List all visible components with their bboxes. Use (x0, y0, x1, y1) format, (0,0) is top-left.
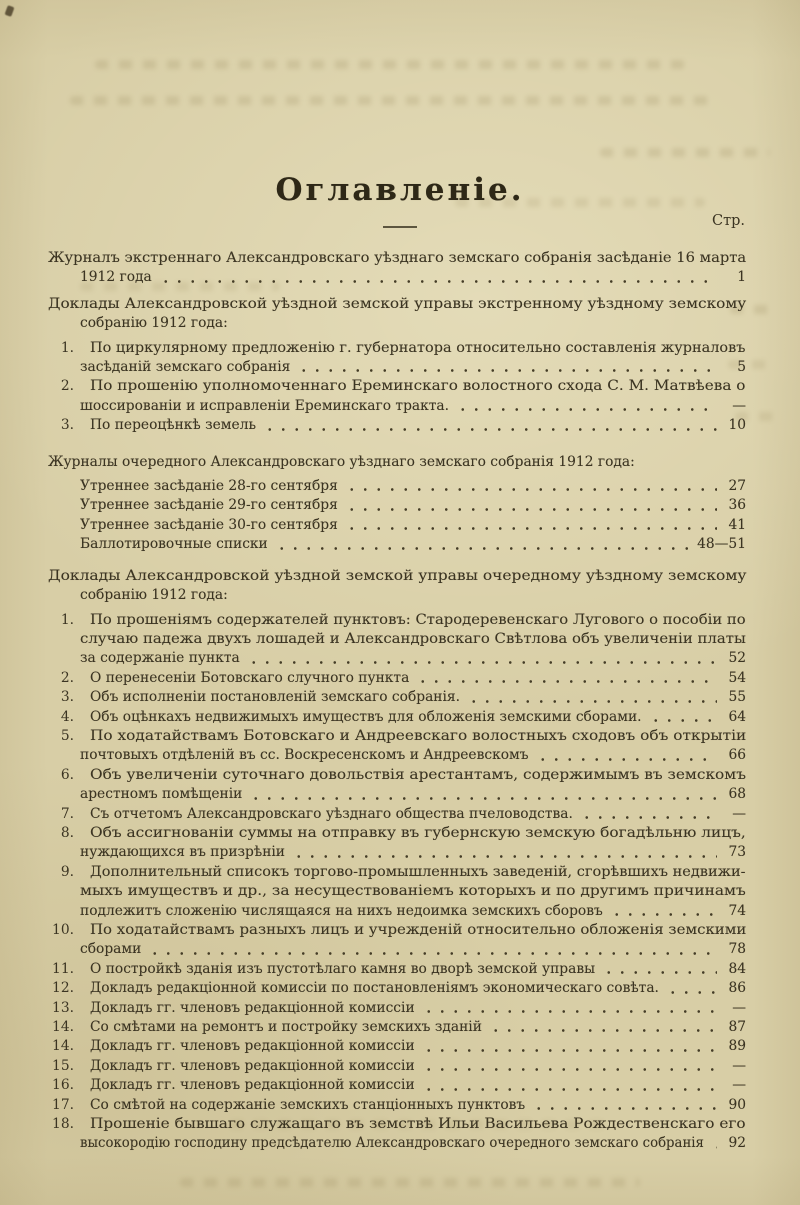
page-number: 52 (728, 650, 746, 667)
heading-line (80, 586, 746, 605)
line-text: По прошеніямъ содержателей пунктовъ: Стародеревенскаго Лугового о пособіи по (90, 611, 746, 628)
line-text: шоссированіи и исправленіи Ереминскаго тракта. (80, 397, 449, 414)
line-text: Объ исполненіи постановленій земскаго собранія. (90, 689, 461, 706)
line-text: Докладъ гг. членовъ редакціонной комиссіи (90, 1038, 415, 1055)
line-text: сборами (80, 941, 142, 958)
dot-leader (159, 279, 717, 284)
item-text (80, 397, 449, 416)
toc-item (48, 1037, 746, 1056)
item-last-line (80, 902, 746, 921)
page-number: — (732, 397, 746, 414)
toc-item (48, 1096, 746, 1115)
line-text: засѣданій земскаго собранія (80, 359, 291, 376)
page-number: 78 (728, 941, 746, 958)
section-heading (48, 453, 746, 472)
item-text-line (90, 727, 746, 746)
line-text: По переоцѣнкѣ земель (90, 417, 256, 434)
line-text: Журналъ экстреннаго Александровскаго уѣзднаго земскаго собранія засѣданіе 16 марта (48, 250, 747, 266)
section-heading (48, 295, 746, 334)
dot-leader (247, 660, 717, 665)
item-last-line (80, 358, 746, 377)
toc-item (48, 1057, 746, 1076)
line-text: 1912 года (80, 269, 152, 286)
page-number: 48—51 (697, 536, 746, 553)
item-text (80, 843, 285, 862)
item-text (90, 1037, 415, 1056)
line-text: Докладъ гг. членовъ редакціонной комиссіи (90, 1077, 415, 1094)
dot-leader (275, 546, 694, 551)
item-text (80, 496, 338, 515)
dot-leader (422, 1009, 717, 1014)
page-number: 64 (728, 708, 746, 725)
item-number: 8. (60, 824, 74, 841)
item-number: 2. (60, 378, 74, 395)
item-number: 3. (60, 417, 74, 434)
dot-leader (345, 507, 717, 512)
item-number: 17. (52, 1096, 74, 1113)
bleedthrough-texture (180, 1178, 640, 1187)
item-text-line (90, 863, 746, 882)
dot-leader (610, 912, 717, 917)
dot-leader (416, 679, 717, 684)
bleedthrough-texture (95, 60, 685, 69)
item-last-line (90, 805, 746, 824)
page-number: 66 (728, 747, 746, 764)
line-text: Дополнительный списокъ торгово-промышленныхъ заведеній, сгорѣвшихъ недвижи- (90, 863, 746, 880)
item-last-line (80, 477, 746, 496)
toc-item (48, 863, 746, 921)
line-text: Утреннее засѣданіе 29-го сентября (80, 497, 338, 514)
item-text-line (90, 377, 746, 396)
dot-leader (649, 718, 717, 723)
item-text (90, 805, 573, 824)
toc-content (48, 249, 746, 1154)
item-last-line (80, 843, 746, 862)
toc-item (48, 1076, 746, 1095)
heading-line (80, 314, 746, 333)
page-column-header: Стр. (711, 213, 745, 229)
item-last-line (80, 496, 746, 515)
dot-leader (711, 1145, 717, 1150)
page-number: 10 (728, 417, 746, 434)
page-number: 92 (728, 1135, 746, 1152)
line-text: Докладъ гг. членовъ редакціонной комиссіи (90, 1057, 415, 1074)
item-last-line (90, 416, 746, 435)
item-text-line (48, 249, 746, 268)
page-number: 1 (737, 269, 746, 286)
item-last-line (90, 688, 746, 707)
item-last-line (80, 649, 746, 668)
toc-item (48, 708, 746, 727)
toc-item (48, 339, 746, 378)
line-text: за содержаніе пункта (80, 650, 240, 667)
item-text (80, 477, 338, 496)
item-text (80, 785, 242, 804)
page-number: 89 (728, 1038, 746, 1055)
line-text: Объ увеличеніи суточнаго довольствія арестантамъ, содержимымъ въ земскомъ (90, 766, 746, 783)
line-text: Баллотировочные списки (80, 536, 268, 553)
dot-leader (666, 990, 717, 995)
toc-item (48, 766, 746, 805)
item-last-line (90, 1018, 746, 1037)
item-text (90, 1018, 482, 1037)
toc-section (48, 249, 746, 288)
toc-item (48, 921, 746, 960)
line-text: высокородію господину предсѣдателю Александровскаго очередного земскаго собранія (80, 1135, 704, 1152)
dot-leader (297, 368, 717, 373)
item-text (90, 999, 415, 1018)
page-number: 27 (728, 478, 746, 495)
page-number: — (732, 805, 746, 822)
item-number: 12. (52, 980, 74, 997)
item-text-line (90, 1115, 746, 1134)
item-last-line (90, 1096, 746, 1115)
item-last-line (80, 516, 746, 535)
item-text (80, 746, 529, 765)
item-text (90, 1096, 525, 1115)
dot-leader (602, 970, 717, 975)
item-last-line (80, 535, 746, 554)
toc-item (48, 727, 746, 766)
item-number: 14. (52, 1038, 74, 1055)
item-last-line (90, 708, 746, 727)
item-number: 7. (60, 805, 74, 822)
toc-item (48, 611, 746, 669)
line-text: Докладъ гг. членовъ редакціонной комиссіи (90, 999, 415, 1016)
item-text-line (90, 766, 746, 785)
toc-item (48, 496, 746, 515)
page-number: 87 (728, 1019, 746, 1036)
item-text (80, 268, 152, 287)
item-last-line (80, 940, 746, 959)
toc-item (48, 535, 746, 554)
item-text (90, 1057, 415, 1076)
dot-leader (536, 757, 717, 762)
item-text (80, 358, 290, 377)
item-text (90, 708, 642, 727)
toc-item (48, 960, 746, 979)
page-number: 55 (728, 689, 746, 706)
toc-item (48, 688, 746, 707)
item-last-line (90, 1037, 746, 1056)
dot-leader (148, 951, 717, 956)
item-text (90, 688, 460, 707)
item-number: 16. (52, 1077, 74, 1094)
page-title: Оглавленіе. (275, 172, 525, 208)
line-text: почтовыхъ отдѣленій въ сс. Воскресенскомъ и Андреевскомъ (80, 747, 529, 764)
item-text (80, 902, 603, 921)
dot-leader (422, 1087, 717, 1092)
item-text-line (80, 630, 746, 649)
item-number: 13. (52, 999, 74, 1016)
line-text: Журналы очередного Александровскаго уѣзднаго земскаго собранія 1912 года: (48, 453, 635, 470)
item-text (80, 1134, 704, 1153)
item-last-line (80, 1134, 746, 1153)
toc-item (48, 669, 746, 688)
heading-line (48, 453, 746, 472)
line-text: случаю падежа двухъ лошадей и Александровскаго Свѣтлова объ увеличеніи платы (80, 630, 746, 647)
line-text: Утреннее засѣданіе 28-го сентября (80, 478, 338, 495)
item-number: 10. (52, 922, 74, 938)
item-number: 11. (52, 960, 74, 977)
toc-item (48, 824, 746, 863)
toc-item (48, 516, 746, 535)
toc-item (48, 1115, 746, 1154)
item-text-line (90, 611, 746, 630)
dot-leader (580, 815, 717, 820)
page-number: — (732, 1077, 746, 1094)
item-last-line (80, 785, 746, 804)
item-number: 3. (60, 689, 74, 706)
title-rule (383, 226, 417, 228)
item-last-line (80, 746, 746, 765)
page-number: — (732, 999, 746, 1016)
item-text-line (80, 882, 746, 901)
item-last-line (80, 397, 746, 416)
page-number: 86 (728, 980, 746, 997)
page-number: 73 (728, 844, 746, 861)
item-text (80, 649, 240, 668)
line-text: нуждающихся въ призрѣніи (80, 844, 285, 861)
item-last-line (90, 1076, 746, 1095)
item-text (90, 979, 659, 998)
page-number: 84 (728, 960, 746, 977)
toc-item (48, 1018, 746, 1037)
line-text: собранію 1912 года: (80, 587, 228, 604)
dot-leader (532, 1106, 717, 1111)
dot-leader (249, 796, 717, 801)
item-text-line (90, 339, 746, 358)
line-text: подлежитъ сложенію числящаяся на нихъ недоимка земскихъ сборовъ (80, 902, 603, 919)
page-number: 90 (728, 1096, 746, 1113)
page-number: 5 (737, 359, 746, 376)
item-number: 1. (60, 611, 74, 628)
item-text (90, 669, 409, 688)
page-number: 74 (728, 902, 746, 919)
line-text: По ходатайствамъ разныхъ лицъ и учрежденій относительно обложенія земскими (90, 922, 747, 938)
item-text (90, 1076, 415, 1095)
item-last-line (90, 979, 746, 998)
line-text: Утреннее засѣданіе 30-го сентября (80, 516, 338, 533)
toc-section (48, 295, 746, 436)
line-text: Объ оцѣнкахъ недвижимыхъ имуществъ для обложенія земскими сборами. (90, 708, 642, 725)
item-text-line (90, 921, 746, 940)
item-text (90, 960, 595, 979)
toc-item (48, 477, 746, 496)
toc-section (48, 453, 746, 555)
bleedthrough-texture (600, 148, 770, 157)
item-text-line (90, 824, 746, 843)
line-text: собранію 1912 года: (80, 315, 228, 332)
item-number: 2. (60, 669, 74, 686)
toc-item (48, 979, 746, 998)
page-number: 41 (728, 516, 746, 533)
item-last-line (90, 999, 746, 1018)
dot-leader (489, 1028, 717, 1033)
item-number: 14. (52, 1019, 74, 1036)
heading-line (48, 295, 746, 314)
line-text: Доклады Александровской уѣздной земской управы очередному уѣздному земскому (48, 567, 747, 584)
item-number: 4. (60, 708, 74, 725)
dot-leader (345, 526, 717, 531)
item-text (80, 535, 268, 554)
item-number: 15. (52, 1057, 74, 1074)
toc-item (48, 377, 746, 416)
item-number: 5. (60, 727, 74, 744)
line-text: Прошеніе бывшаго служащаго въ земствѣ Ильи Васильева Рождественскаго его (90, 1116, 746, 1133)
line-text: По ходатайствамъ Ботовскаго и Андреевскаго волостныхъ сходовъ объ открытіи (90, 727, 747, 744)
toc-section (48, 567, 746, 1154)
dot-leader (263, 427, 717, 432)
item-last-line (90, 669, 746, 688)
item-number: 18. (52, 1116, 74, 1133)
dot-leader (422, 1048, 717, 1053)
toc-item (48, 805, 746, 824)
line-text: О перенесеніи Ботовскаго случного пункта (90, 669, 410, 686)
item-last-line (90, 1057, 746, 1076)
line-text: Доклады Александровской уѣздной земской управы экстренному уѣздному земскому (48, 295, 747, 312)
dot-leader (422, 1067, 717, 1072)
line-text: Со смѣтой на содержаніе земскихъ станціонныхъ пунктовъ (90, 1096, 526, 1113)
page-number: 68 (728, 786, 746, 803)
item-number: 6. (60, 766, 74, 783)
toc-item (48, 999, 746, 1018)
line-text: О постройкѣ зданія изъ пустотѣлаго камня во дворѣ земской управы (90, 960, 596, 977)
item-text (90, 416, 256, 435)
section-heading (48, 567, 746, 606)
line-text: мыхъ имуществъ и др., за несуществованіемъ которыхъ и по другимъ причинамъ (80, 883, 746, 900)
item-number: 1. (60, 339, 74, 356)
line-text: По прошенію уполномоченнаго Ереминскаго волостного схода С. М. Матвѣева о (90, 378, 746, 395)
toc-item (48, 416, 746, 435)
item-last-line (80, 268, 746, 287)
line-text: Со смѣтами на ремонтъ и постройку земскихъ зданій (90, 1019, 482, 1036)
toc-item (48, 249, 746, 288)
item-text (80, 516, 338, 535)
paper-speck (5, 5, 15, 17)
page-number: 36 (728, 497, 746, 514)
line-text: Докладъ редакціонной комиссіи по постановленіямъ экономическаго совѣта. (90, 980, 659, 997)
line-text: Объ ассигнованіи суммы на отправку въ губернскую земскую богадѣльню лицъ, (90, 824, 746, 841)
dot-leader (292, 854, 717, 859)
heading-line (48, 567, 746, 586)
item-last-line (90, 960, 746, 979)
bleedthrough-texture (70, 96, 710, 105)
line-text: Съ отчетомъ Александровскаго уѣзднаго общества пчеловодства. (90, 805, 573, 822)
item-text (80, 940, 141, 959)
page-number: — (732, 1057, 746, 1074)
line-text: арестномъ помѣщеніи (80, 786, 243, 803)
dot-leader (345, 487, 717, 492)
item-number: 9. (60, 863, 74, 880)
dot-leader (467, 699, 717, 704)
page-number: 54 (728, 669, 746, 686)
line-text: По циркулярному предложенію г. губернатора относительно составленія журналовъ (90, 339, 746, 356)
dot-leader (456, 407, 717, 412)
